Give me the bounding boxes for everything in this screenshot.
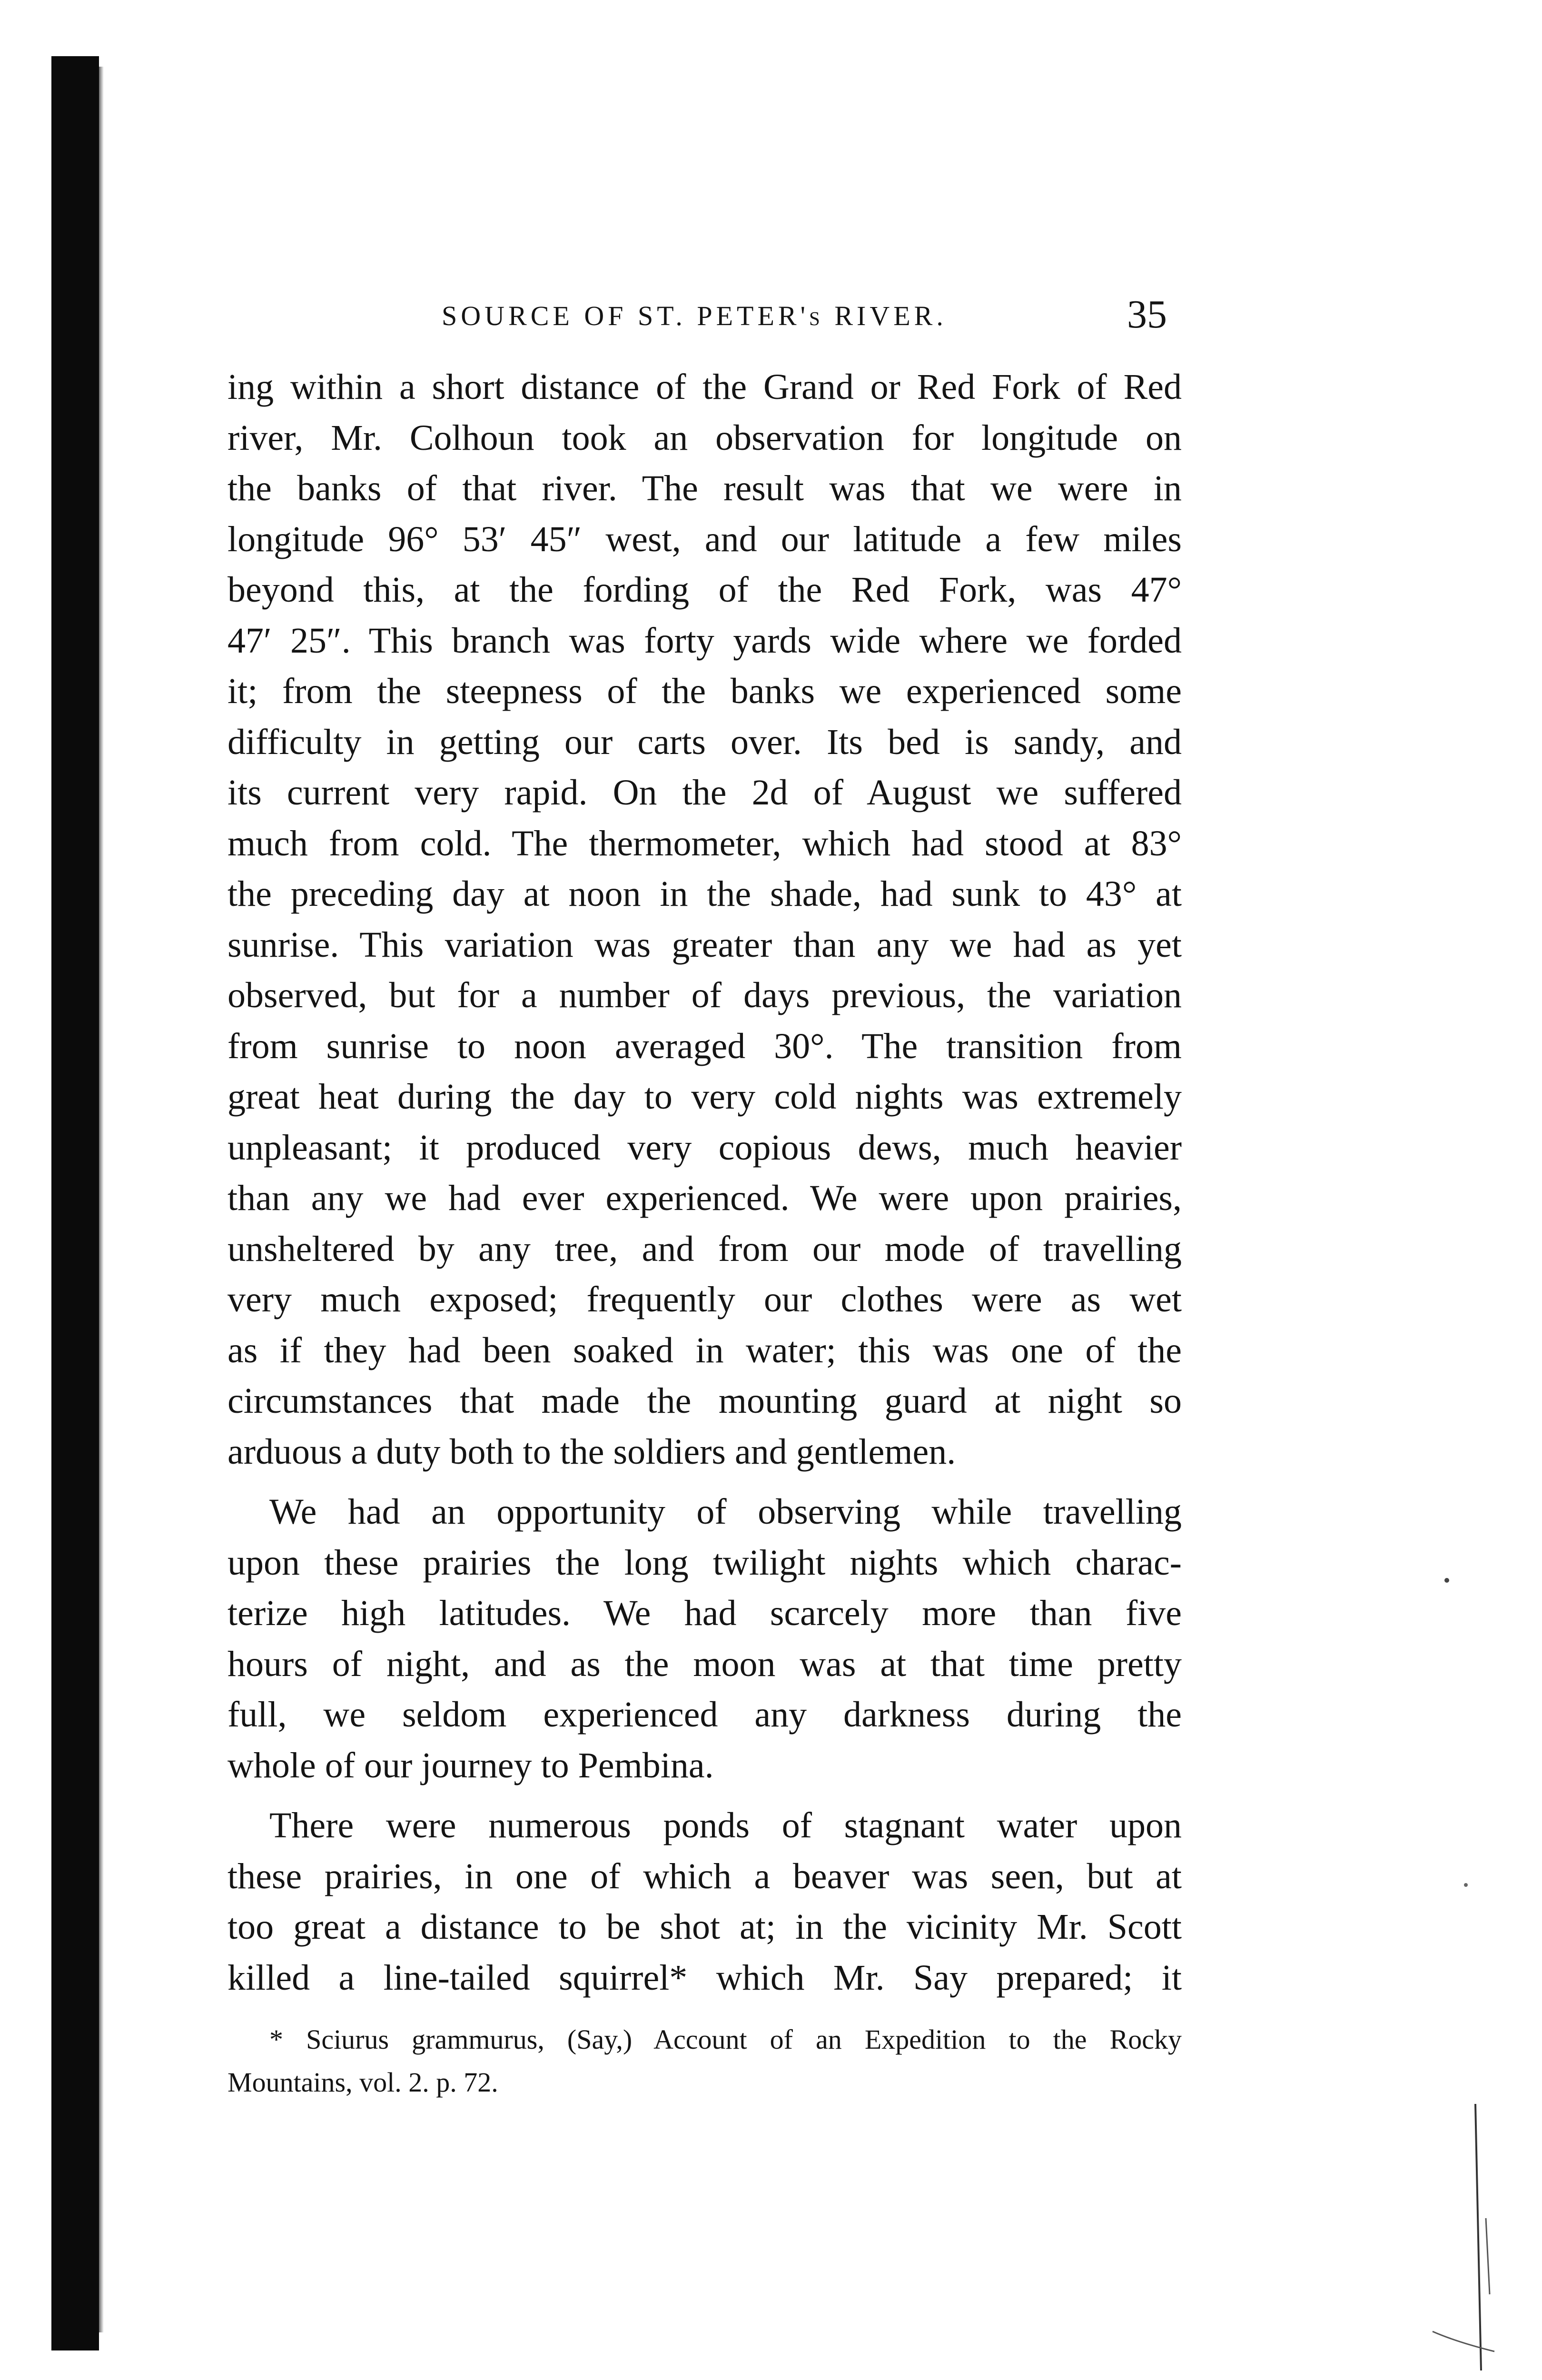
text-line: longitude 96° 53′ 45″ west, and our latitude a few miles (227, 519, 1182, 559)
text-line: from sunrise to noon averaged 30°. The transition from (227, 1026, 1182, 1066)
running-title: SOURCE OF ST. PETER's RIVER. (442, 300, 947, 331)
footnote-line: Mountains, vol. 2. p. 72. (227, 2067, 498, 2098)
binding-gradient (99, 67, 104, 2332)
text-line: beyond this, at the fording of the Red Fork, was 47° (227, 570, 1182, 610)
text-line: it; from the steepness of the banks we experienced some (227, 671, 1182, 711)
text-line: There were numerous ponds of stagnant water upon (269, 1805, 1182, 1845)
text-line: upon these prairies the long twilight nights which charac- (227, 1542, 1182, 1583)
text-line: as if they had been soaked in water; this was one of the (227, 1330, 1182, 1370)
text-line: great heat during the day to very cold nights was extremely (227, 1077, 1182, 1117)
text-line: whole of our journey to Pembina. (227, 1745, 714, 1785)
text-line: too great a distance to be shot at; in the vicinity Mr. Scott (227, 1907, 1182, 1947)
footnote-line: * Sciurus grammurus, (Say,) Account of an Expedition to the Rocky (269, 2024, 1182, 2055)
text-line: unpleasant; it produced very copious dews, much heavier (227, 1127, 1182, 1168)
text-line: than any we had ever experienced. We were upon prairies, (227, 1178, 1182, 1218)
text-line: river, Mr. Colhoun took an observation for longitude on (227, 417, 1182, 458)
text-line: observed, but for a number of days previous, the variation (227, 975, 1182, 1015)
page-number: 35 (1127, 292, 1167, 337)
binding-shadow (51, 56, 99, 2350)
text-line: circumstances that made the mounting guard at night so (227, 1381, 1182, 1421)
paragraph-1 (227, 362, 1182, 1477)
margin-specks (1418, 0, 1542, 2380)
running-head (227, 291, 1179, 348)
text-line: arduous a duty both to the soldiers and gentlemen. (227, 1431, 956, 1472)
text-line: very much exposed; frequently our clothes were as wet (227, 1279, 1182, 1319)
text-line: 47′ 25″. This branch was forty yards wide where we forded (227, 620, 1182, 661)
paragraph-3 (227, 1800, 1182, 2003)
text-line: these prairies, in one of which a beaver was seen, but at (227, 1856, 1182, 1896)
text-line: sunrise. This variation was greater than any we had as yet (227, 924, 1182, 965)
text-line: the banks of that river. The result was that we were in (227, 468, 1182, 508)
text-line: its current very rapid. On the 2d of August we suffered (227, 773, 1182, 813)
text-line: killed a line-tailed squirrel* which Mr. Say prepared; it (227, 1957, 1182, 1998)
text-line: much from cold. The thermometer, which had stood at 83° (227, 823, 1182, 863)
text-line: terize high latitudes. We had scarcely more than five (227, 1593, 1182, 1633)
text-line: We had an opportunity of observing while travelling (269, 1492, 1182, 1532)
paragraph-2 (227, 1487, 1182, 1791)
text-line: unsheltered by any tree, and from our mode of travelling (227, 1229, 1182, 1269)
text-line: hours of night, and as the moon was at that time pretty (227, 1644, 1182, 1684)
body-text (227, 362, 1182, 2104)
footnote (227, 2018, 1182, 2104)
text-line: difficulty in getting our carts over. Its bed is sandy, and (227, 722, 1182, 762)
text-line: full, we seldom experienced any darkness during the (227, 1695, 1182, 1735)
text-line: ing within a short distance of the Grand or Red Fork of Red (227, 367, 1182, 407)
text-line: the preceding day at noon in the shade, had sunk to 43° at (227, 874, 1182, 914)
